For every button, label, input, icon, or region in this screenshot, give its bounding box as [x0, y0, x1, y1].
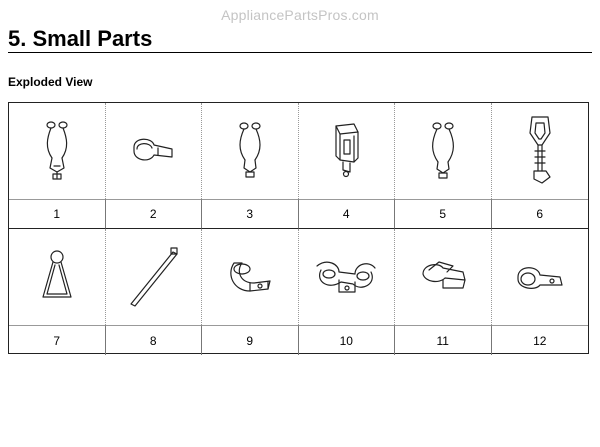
- part-10-image[interactable]: [299, 229, 396, 325]
- part-1-image[interactable]: [9, 103, 106, 199]
- title-rule: [8, 52, 592, 53]
- part-number: 5: [395, 199, 492, 229]
- part-3-image[interactable]: [202, 103, 299, 199]
- part-number: 3: [202, 199, 299, 229]
- part-2-image[interactable]: [106, 103, 203, 199]
- section-title: 5. Small Parts: [8, 26, 153, 51]
- cable-tie-icon: [123, 242, 183, 312]
- part-number: 7: [9, 325, 106, 355]
- holder-clip-icon: [326, 116, 366, 186]
- snap-clip-icon: [413, 252, 473, 302]
- part-5-image[interactable]: [395, 103, 492, 199]
- part-4-image[interactable]: [299, 103, 396, 199]
- p-clamp-icon: [128, 131, 178, 171]
- part-number: 11: [395, 325, 492, 355]
- part-number: 10: [299, 325, 396, 355]
- part-number: 4: [299, 199, 396, 229]
- hanger-clip-icon: [37, 245, 77, 309]
- double-clamp-icon: [311, 252, 381, 302]
- watermark: AppliancePartsPros.com: [221, 7, 379, 23]
- part-6-image[interactable]: [492, 103, 589, 199]
- part-12-image[interactable]: [492, 229, 589, 325]
- push-tie-icon: [520, 111, 560, 191]
- band-clamp-icon: [220, 249, 280, 305]
- part-number: 2: [106, 199, 203, 229]
- wire-clip-icon: [37, 116, 77, 186]
- part-number: 12: [492, 325, 589, 355]
- part-11-image[interactable]: [395, 229, 492, 325]
- wire-clip-icon: [230, 116, 270, 186]
- wire-clip-icon: [423, 116, 463, 186]
- part-8-image[interactable]: [106, 229, 203, 325]
- part-9-image[interactable]: [202, 229, 299, 325]
- part-7-image[interactable]: [9, 229, 106, 325]
- part-number: 6: [492, 199, 589, 229]
- part-number: 9: [202, 325, 299, 355]
- p-clamp-icon: [510, 255, 570, 299]
- exploded-view-label: Exploded View: [8, 75, 93, 89]
- part-number: 1: [9, 199, 106, 229]
- parts-grid: [8, 102, 589, 354]
- part-number: 8: [106, 325, 203, 355]
